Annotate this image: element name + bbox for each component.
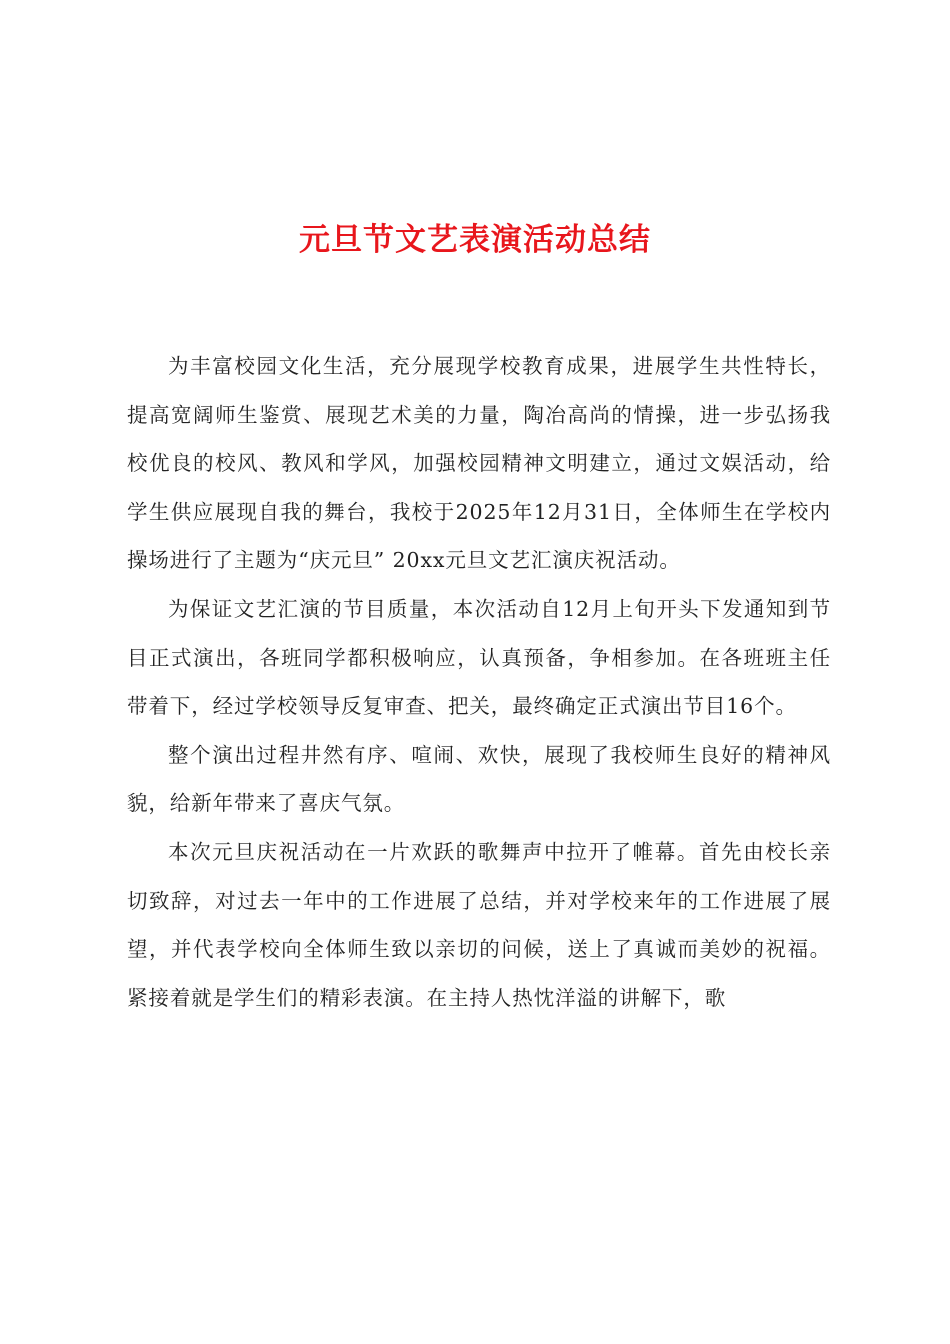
paragraph: 整个演出过程井然有序、喧闹、欢快，展现了我校师生良好的精神风貌，给新年带来了喜庆气氛。 [127, 742, 831, 816]
paragraph: 为保证文艺汇演的节目质量，本次活动自12月上旬开头下发通知到节目正式演出，各班同学都积极响应，认真预备，争相参加。在各班班主任带着下，经过学校领导反复审查、把关，最终确定正式演出节目16个。 [127, 596, 831, 719]
paragraph: 为丰富校园文化生活，充分展现学校教育成果，进展学生共性特长，提高宽阔师生鉴赏、展现艺术美的力量，陶冶高尚的情操，进一步弘扬我校优良的校风、教风和学风，加强校园精神文明建立，通过文娱活动，给学生供应展现自我的舞台，我校于2025年12月31日，全体师生在学校内操场进行了主题为“庆元旦” 20xx元旦文艺汇演庆祝活动。 [127, 354, 831, 573]
document-body [127, 342, 831, 1022]
paragraph: 本次元旦庆祝活动在一片欢跃的歌舞声中拉开了帷幕。首先由校长亲切致辞，对过去一年中的工作进展了总结，并对学校来年的工作进展了展望，并代表学校向全体师生致以亲切的问候，送上了真诚而美妙的祝福。紧接着就是学生们的精彩表演。在主持人热忱洋溢的讲解下，歌 [127, 839, 831, 1010]
document-title: 元旦节文艺表演活动总结 [299, 222, 651, 258]
